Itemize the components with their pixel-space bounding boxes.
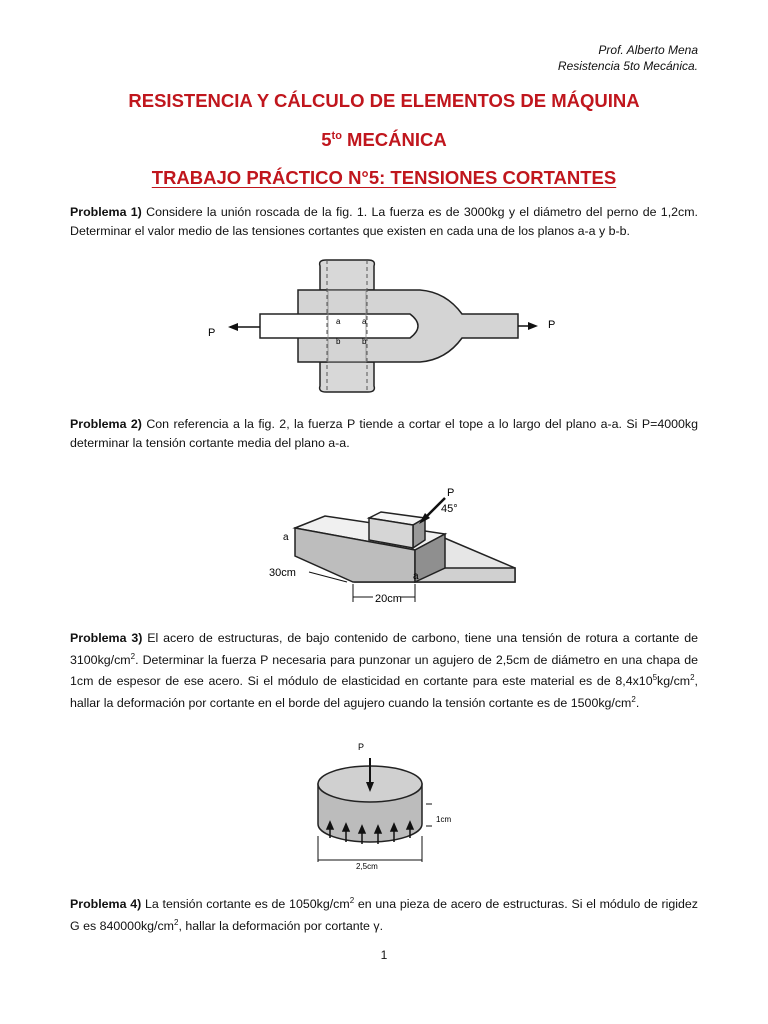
assignment-title xyxy=(0,167,768,189)
problem-3-sup-a: 2 xyxy=(130,651,136,661)
fig1-label-b1: b xyxy=(336,337,341,346)
fig2-force: P xyxy=(447,487,455,499)
problem-3-sup-b: 5 xyxy=(652,673,658,683)
problem-1-label: Problema 1) xyxy=(70,205,142,219)
fig2-label-a-top: a xyxy=(283,532,289,543)
fig3-thickness: 1cm xyxy=(436,815,452,824)
problem-3-label: Problema 3) xyxy=(70,631,143,645)
problem-4-sup-b: 2 xyxy=(174,917,179,927)
fig1-label-a2: a xyxy=(362,317,367,326)
problem-1-text: Considere la unión roscada de la fig. 1. La fuerza es de 3000kg y el diámetro del perno de 1,2cm. Determinar el valor medio de las tensiones cortantes que existen en cada una de los planos a-a y b-b. xyxy=(70,205,698,238)
problem-4-text-c: , hallar la deformación por cortante γ. xyxy=(178,918,384,933)
problem-3-sup-c: 2 xyxy=(690,673,695,683)
level-superscript: to xyxy=(331,129,342,142)
fig2-label-a-bottom: a xyxy=(413,571,419,582)
figure-1-bolted-joint xyxy=(200,258,570,396)
problem-4-sup-a: 2 xyxy=(349,896,355,905)
problem-4-label: Problema 4) xyxy=(70,897,142,912)
fig3-diameter: 2,5cm xyxy=(356,862,378,871)
arrow-left-icon xyxy=(228,323,238,331)
fig1-label-b2: b xyxy=(362,337,367,346)
problem-3-sup-d: 2 xyxy=(631,694,636,704)
figure-3-punch-disc xyxy=(300,738,470,874)
problem-3-text-d: , hallar la deformación por cortante en el borde del agujero cuando la tensión cortante es de 1500kg/cm xyxy=(70,674,698,710)
problem-1 xyxy=(70,203,698,240)
problem-2-label: Problema 2) xyxy=(70,417,142,431)
problem-3 xyxy=(70,629,698,712)
fig3-force: P xyxy=(358,742,365,752)
level-text: MECÁNICA xyxy=(341,129,447,150)
problem-2 xyxy=(70,415,698,452)
fig1-label-a1: a xyxy=(336,317,341,326)
fig1-force-left: P xyxy=(208,327,216,339)
problem-3-text-e: . xyxy=(635,695,640,710)
level-title xyxy=(0,129,768,151)
assignment-title-text: TRABAJO PRÁCTICO N°5: TENSIONES CORTANTES xyxy=(151,167,617,188)
fig2-dim-left: 30cm xyxy=(269,567,296,579)
course-name: Resistencia 5to Mecánica. xyxy=(557,59,698,73)
figure-2-shear-block xyxy=(255,478,530,614)
arrow-right-icon xyxy=(528,322,538,330)
main-title: RESISTENCIA Y CÁLCULO DE ELEMENTOS DE MÁQUINA xyxy=(128,90,640,111)
problem-3-text-a: El acero de estructuras, de bajo contenido de carbono, tiene una tensión de rotura a cortante de 3100kg/cm xyxy=(70,631,698,667)
fig2-angle: 45° xyxy=(441,503,458,515)
problem-4 xyxy=(70,892,698,935)
fig1-force-right: P xyxy=(548,319,556,331)
problem-4-text-a: La tensión cortante es de 1050kg/cm xyxy=(141,897,350,912)
fig2-dim-bottom: 20cm xyxy=(375,593,402,605)
document-header xyxy=(558,42,698,74)
problem-3-text-b: . Determinar la fuerza P necesaria para punzonar un agujero de 2,5cm de diámetro en una chapa de 1cm de espesor de ese acero. Si el módulo de elasticidad en cortante para este material es de 8,4x10 xyxy=(70,652,698,689)
author-name: Prof. Alberto Mena xyxy=(598,43,698,57)
problem-4-text-b: en una pieza de acero de estructuras. Si el módulo de rigidez G es 840000kg/cm xyxy=(70,897,698,933)
level-number: 5 xyxy=(321,129,332,150)
problem-2-text: Con referencia a la fig. 2, la fuerza P tiende a cortar el tope a lo largo del plano a-a. Si P=4000kg determinar la tensión cortante media del plano a-a. xyxy=(70,417,698,450)
page-number: 1 xyxy=(380,948,388,962)
problem-3-text-c: kg/cm xyxy=(657,674,691,689)
